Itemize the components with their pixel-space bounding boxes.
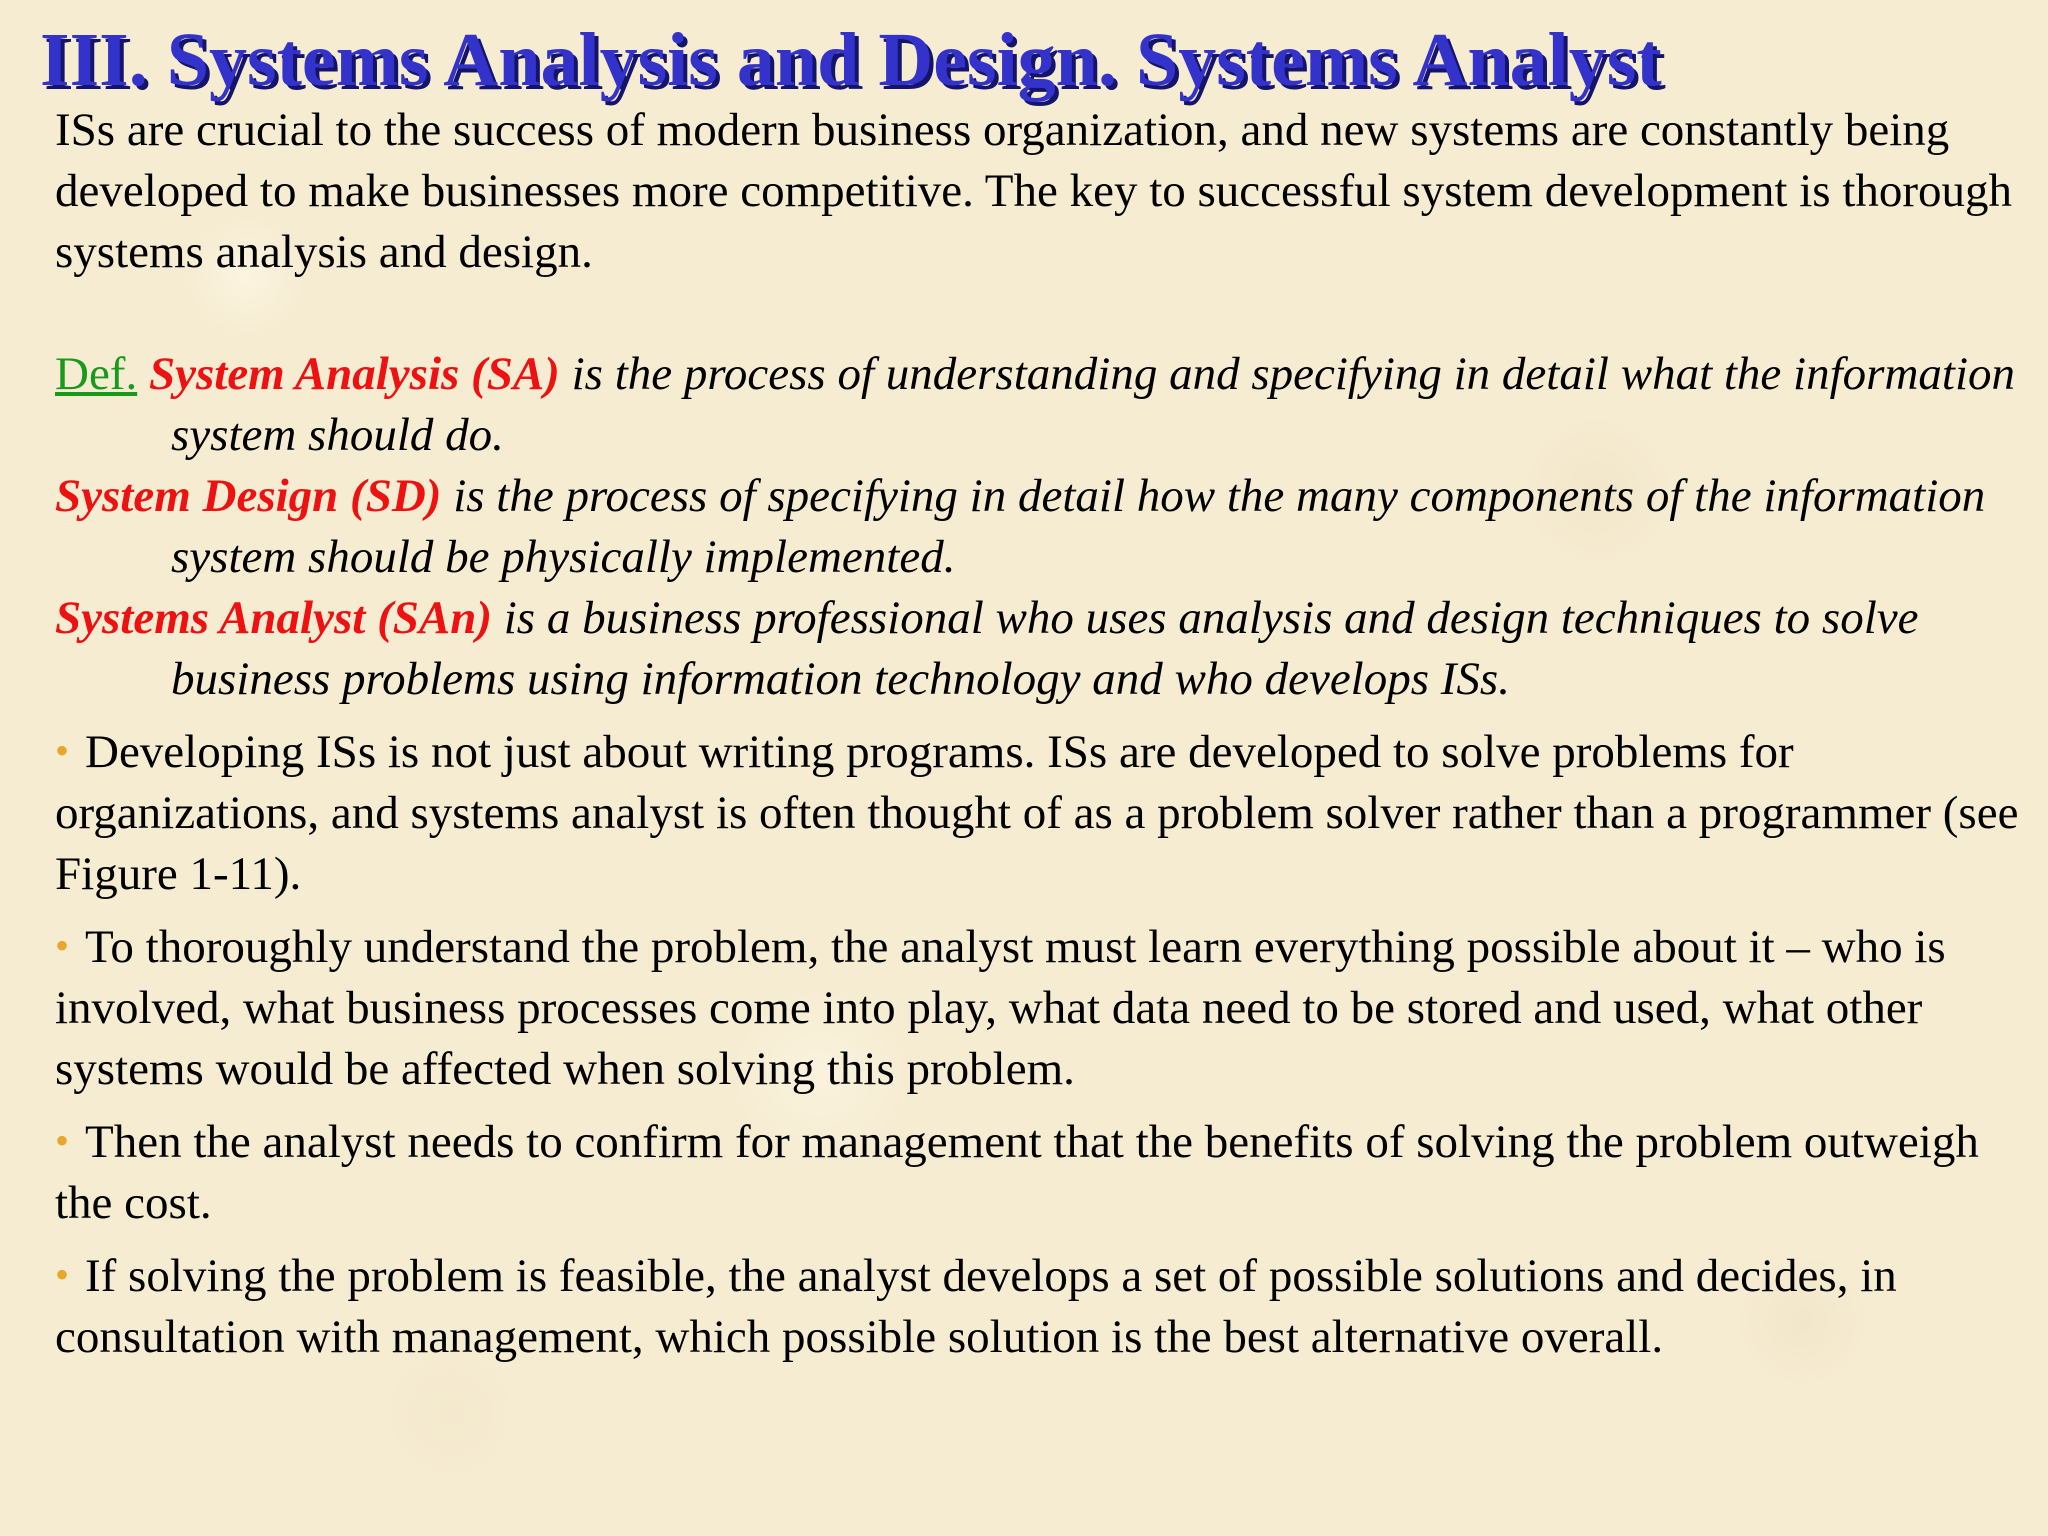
definition-text: is the process of specifying in detail how the many components of the information system should be physically implemented. [171, 470, 1986, 583]
definition-term: System Design (SD) [55, 470, 442, 522]
bullet-text: Then the analyst needs to confirm for management that the benefits of solving the problem outweigh the cost. [55, 1116, 1979, 1229]
intro-paragraph: ISs are crucial to the success of modern business organization, and new systems are constantly being developed to make businesses more competitive. The key to successful system development is thorough systems analysis and design. [55, 104, 2013, 278]
def-label: Def. [55, 348, 138, 400]
bullet-text: To thoroughly understand the problem, the analyst must learn everything possible about it – who is involved, what business processes come into play, what data need to be stored and used, what other systems would be affected when solving this problem. [55, 921, 1946, 1095]
definition-text: is the process of understanding and specifying in detail what the information system should do. [171, 348, 2016, 461]
slide-title: III. Systems Analysis and Design. Systems Analyst [40, 18, 1662, 102]
bullet-icon: • [55, 1252, 70, 1297]
bullet-item [55, 1110, 2020, 1234]
bullet-text: If solving the problem is feasible, the analyst develops a set of possible solutions and decides, in consultation with management, which possible solution is the best alternative overall. [55, 1250, 1897, 1363]
definition-term: System Analysis (SA) [148, 348, 560, 400]
definition-sa [55, 344, 2020, 466]
definition-text: is a business professional who uses analysis and design techniques to solve business problems using information technology and who develops ISs. [171, 592, 1919, 705]
definitions-block [55, 344, 2020, 710]
bullet-text: Developing ISs is not just about writing programs. ISs are developed to solve problems for organizations, and systems analyst is often thought of as a problem solver rather than a programmer (see Figure 1-11). [55, 726, 2019, 900]
definition-sd [55, 466, 2020, 588]
definition-term: Systems Analyst (SAn) [55, 592, 492, 644]
definition-san [55, 588, 2020, 710]
bullet-icon: • [55, 728, 70, 773]
slide-content [55, 100, 2020, 1368]
bullet-item [55, 1244, 2020, 1368]
bullet-item [55, 915, 2020, 1100]
bullet-icon: • [55, 923, 70, 968]
bullet-item [55, 720, 2020, 905]
bullet-icon: • [55, 1118, 70, 1163]
